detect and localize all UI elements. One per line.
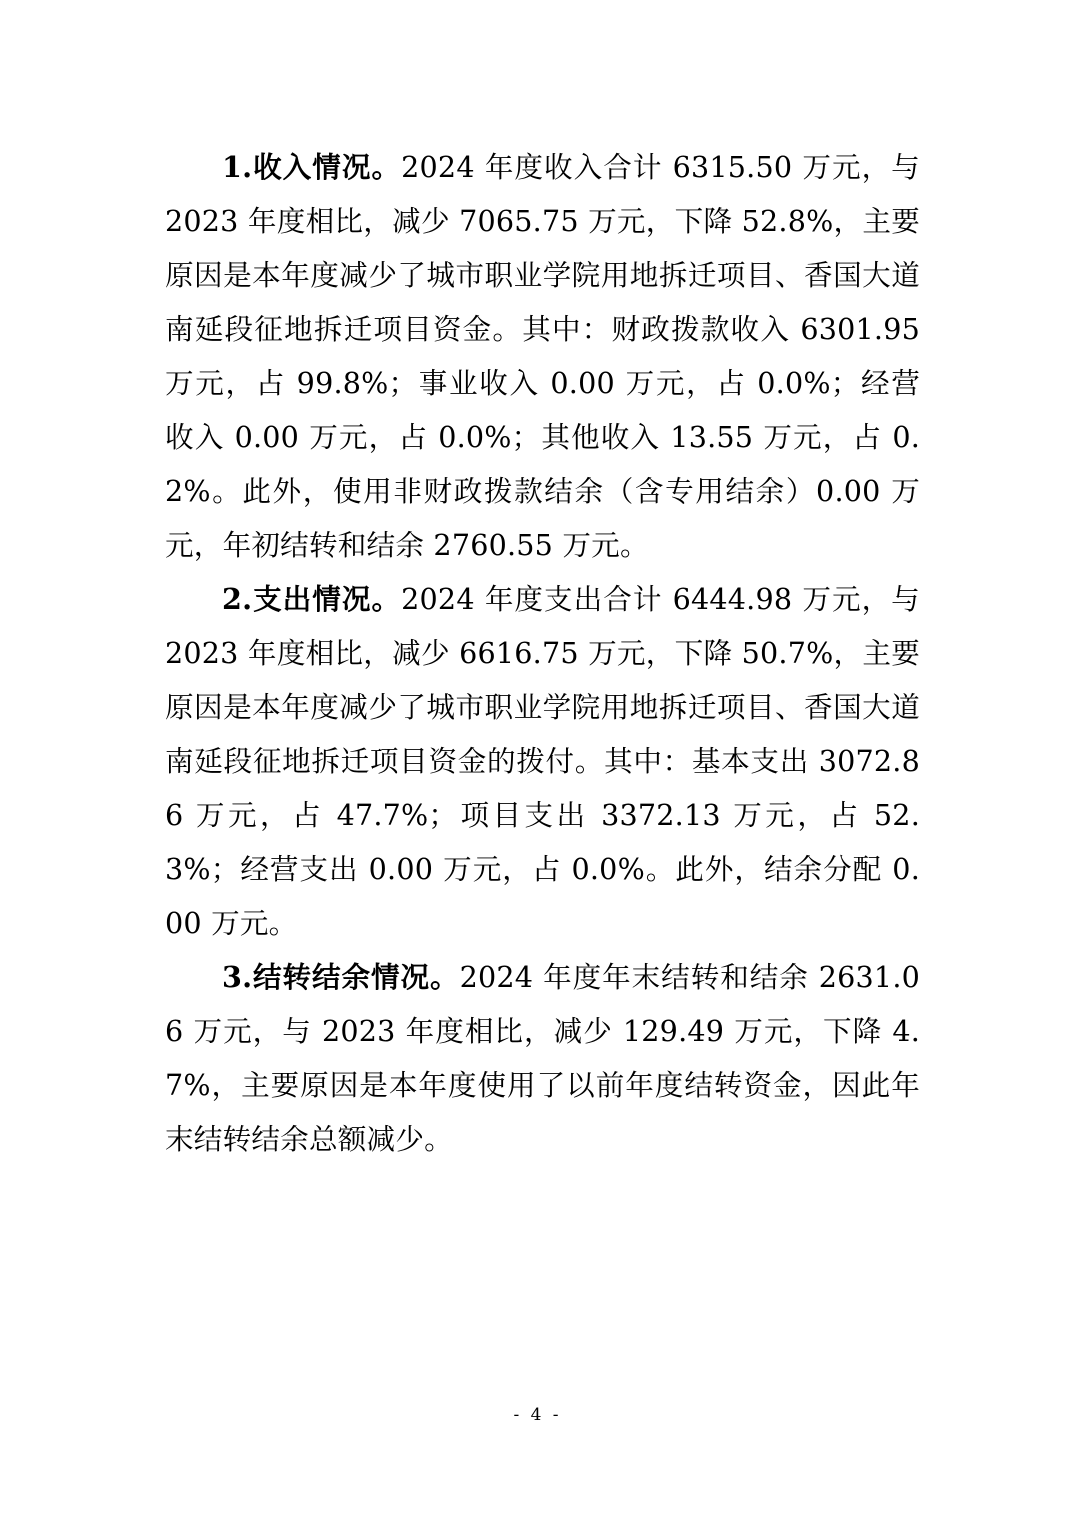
expenditure-heading: 2.支出情况。 <box>222 582 402 616</box>
carryover-text: 2024 年度年末结转和结余 2631.06 万元，与 2023 年度相比，减少 129.49 万元，下降 4.7%，主要原因是本年度使用了以前年度结转资金，因此年末结转结余总额减少。 <box>165 960 921 1156</box>
document-body <box>165 140 920 1166</box>
income-heading: 1.收入情况。 <box>222 150 402 184</box>
income-text: 2024 年度收入合计 6315.50 万元，与 2023 年度相比，减少 7065.75 万元，下降 52.8%，主要原因是本年度减少了城市职业学院用地拆迁项目、香国大道南延段征地拆迁项目资金。其中：财政拨款收入 6301.95 万元，占 99.8%；事业收入 0.00 万元，占 0.0%；经营收入 0.00 万元，占 0.0%；其他收入 13.55 万元，占 0.2%。此外，使用非财政拨款结余（含专用结余）0.00 万元，年初结转和结余 2760.55 万元。 <box>165 150 920 562</box>
page-number: - 4 - <box>513 1405 562 1425</box>
expenditure-paragraph <box>165 572 920 950</box>
expenditure-text: 2024 年度支出合计 6444.98 万元，与 2023 年度相比，减少 6616.75 万元，下降 50.7%，主要原因是本年度减少了城市职业学院用地拆迁项目、香国大道南延段征地拆迁项目资金的拨付。其中：基本支出 3072.86 万元，占 47.7%；项目支出 3372.13 万元，占 52.3%；经营支出 0.00 万元，占 0.0%。此外，结余分配 0.00 万元。 <box>165 582 920 940</box>
income-paragraph <box>165 140 920 572</box>
carryover-paragraph <box>165 950 920 1166</box>
carryover-heading: 3.结转结余情况。 <box>222 960 460 994</box>
